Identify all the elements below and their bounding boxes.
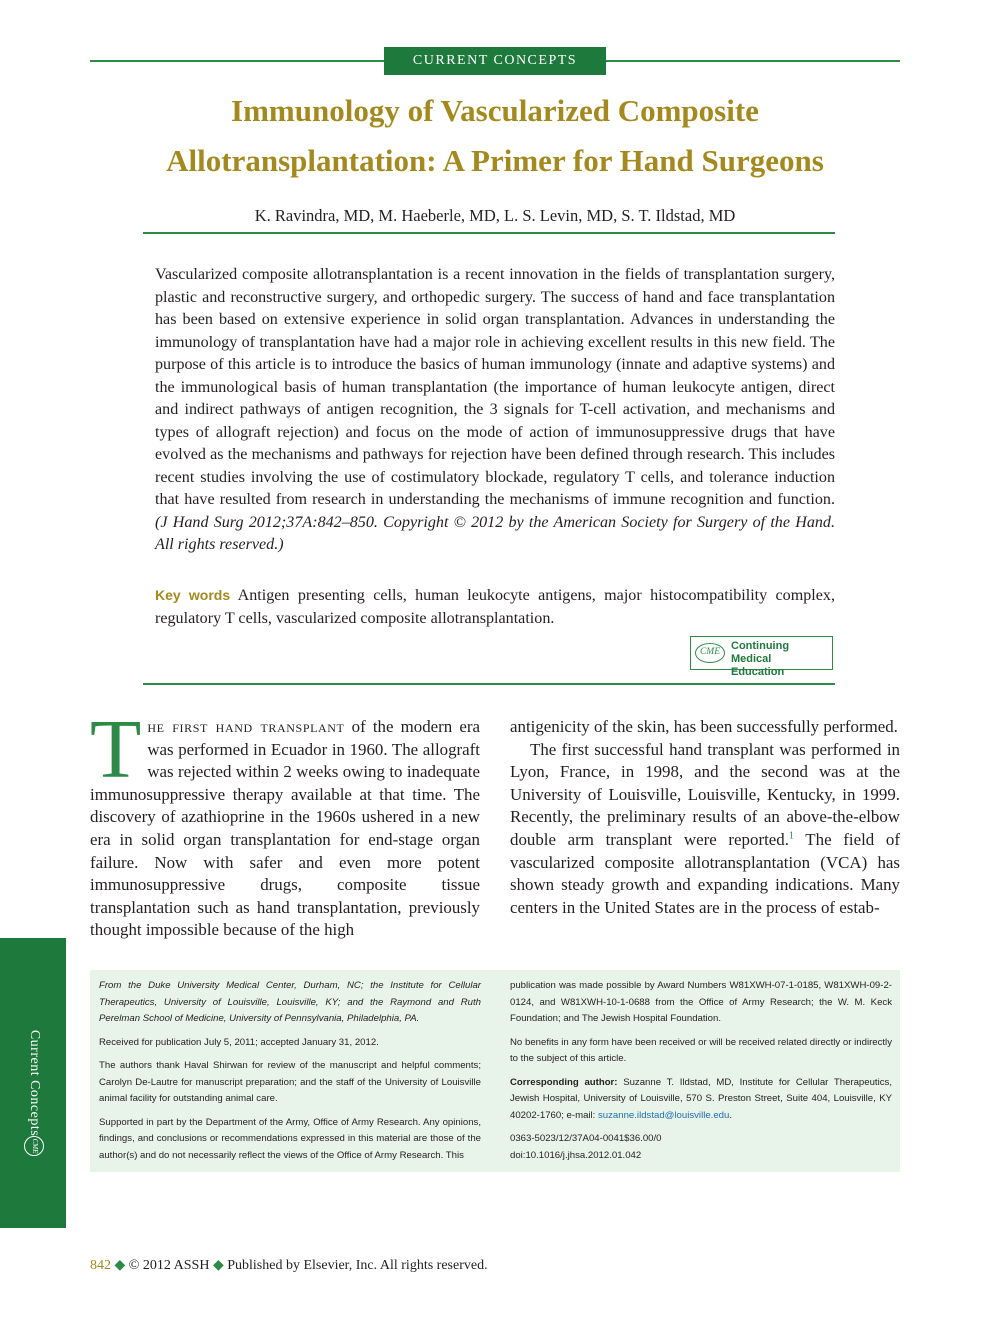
page-number: 842	[90, 1258, 111, 1273]
cme-label	[731, 640, 831, 679]
affiliation-note: From the Duke University Medical Center, Durham, NC; the Institute for Cellular Therapeutics, University of Louisville, Louisville, KY; and the Raymond and Ruth Perelman School of Medicine, University of Pennsylvania, Philadelphia, PA.	[99, 980, 481, 1024]
reference-link[interactable]: 1	[788, 830, 794, 842]
footer-separator-1: ◆	[114, 1258, 126, 1273]
title-line-2: Allotransplantation: A Primer for Hand Surgeons	[166, 143, 824, 178]
corresponding-author-note	[510, 1075, 892, 1125]
doi-code: doi:10.1016/j.jhsa.2012.01.042	[510, 1149, 642, 1161]
paragraph-2-text-b: The field of vascularized composite allotransplantation (VCA) has shown steady growth and expanding indications. Many centers in the United States are in the process of estab-	[510, 829, 900, 917]
corresponding-author-text: Suzanne T. Ildstad, MD, Institute for Cellular Therapeutics, Jewish Hospital, University of Louisville, 570 S. Preston Street, Suite 404, Louisville, KY 40202-1760; e-mail:	[510, 1076, 892, 1121]
header-rule-left	[90, 60, 384, 62]
abstract-body: Vascularized composite allotransplantation is a recent innovation in the fields of transplantation surgery, plastic and reconstructive surgery, and orthopedic surgery. The success of hand and face transplantation has been based on extensive experience in solid organ transplantation. Advances in understanding the immunology of transplantation have had a major role in achieving excellent results in this new field. The purpose of this article is to introduce the basics of human immunology (innate and adaptive systems) and the immunological basis of human transplantation (the importance of human leukocyte antigen, direct and indirect pathways of antigen recognition, the 3 signals for T-cell activation, and mechanisms and types of allograft rejection) and focus on the mode of action of immunosuppressive drugs that have evolved as the mechanisms and pathways for rejection have been defined through research. This includes recent studies involving the use of costimulatory blockade, regulatory T cells, and tolerance induction that have resulted from research in understanding the mechanisms of immune recognition and function.	[155, 266, 835, 508]
keywords-text: Antigen presenting cells, human leukocyte antigens, major histocompatibility complex, regulatory T cells, vascularized composite allotransplantation.	[155, 587, 835, 627]
abstract-rule-bottom	[143, 683, 835, 685]
abstract-citation: (J Hand Surg 2012;37A:842–850. Copyright © 2012 by the American Society for Surgery of the Hand. All rights reserved.)	[155, 513, 835, 553]
keywords	[155, 584, 835, 630]
author-list: K. Ravindra, MD, M. Haeberle, MD, L. S. Levin, MD, S. T. Ildstad, MD	[254, 206, 736, 225]
footer-publisher: Published by Elsevier, Inc. All rights reserved.	[223, 1258, 488, 1273]
support-note: Supported in part by the Department of the Army, Office of Army Research. Any opinions, findings, and conclusions or recommendations expressed in this material are those of the author(s) and do not necessarily reflect the views of the Office of Army Research. This	[99, 1116, 481, 1161]
author-email-link[interactable]: suzanne.ildstad@louisville.edu	[598, 1109, 730, 1121]
title-line-1: Immunology of Vascularized Composite	[231, 93, 759, 128]
support-note-continued: publication was made possible by Award Numbers W81XWH-07-1-0185, W81XWH-09-2-0124, and W81XWH-10-1-0688 from the Office of Army Research; the W. M. Keck Foundation; and The Jewish Hospital Foundation.	[510, 980, 892, 1024]
abstract	[155, 264, 835, 557]
side-section-label: Current Concepts	[27, 1029, 42, 1137]
footnote-column-left	[99, 978, 481, 1171]
identifier-block	[510, 1131, 892, 1164]
keywords-label: Key words	[155, 587, 231, 603]
column-2-paragraph-2	[510, 739, 900, 920]
side-cme-icon: CME	[24, 1136, 44, 1156]
cme-logo-icon: CME	[695, 643, 725, 663]
received-note: Received for publication July 5, 2011; accepted January 31, 2012.	[99, 1036, 379, 1048]
intro-text: of the modern era was performed in Ecuador in 1960. The allograft was rejected within 2 weeks owing to inadequate immunosuppressive therapy available at that time. The discovery of azathioprine in the 1960s ushered in a new era in solid organ transplantation for end-stage organ failure. Now with safer and even more potent immunosuppressive drugs, composite tissue transplantation such as hand transplantation, previously thought impossible because of the high	[90, 717, 480, 940]
paragraph-2-text-a: The first successful hand transplant was performed in Lyon, France, in 1998, and the second was at the University of Louisville, Louisville, Kentucky, in 1999. Recently, the preliminary results of an above-the-elbow double arm transplant were reported.	[510, 739, 900, 849]
cme-badge[interactable]	[690, 636, 833, 678]
drop-cap: T	[90, 703, 142, 796]
footer-copyright: © 2012 ASSH	[125, 1258, 213, 1273]
intro-paragraph	[90, 703, 480, 942]
page-footer	[90, 1257, 488, 1274]
header-rule-right	[606, 60, 900, 62]
footer-separator-2: ◆	[212, 1258, 224, 1273]
conflict-note: No benefits in any form have been received or will be received related directly or indirectly to the subject of this article.	[510, 1036, 892, 1064]
article-title	[95, 86, 895, 186]
cme-label-line-2: Education	[731, 666, 785, 678]
lead-in: he first hand transplant	[147, 717, 345, 736]
email-end: .	[729, 1109, 733, 1121]
section-badge: CURRENT CONCEPTS	[384, 47, 606, 75]
body-column-right	[510, 716, 900, 919]
column-2-paragraph-1: antigenicity of the skin, has been successfully performed.	[510, 717, 898, 736]
corresponding-author-label: Corresponding author:	[510, 1076, 618, 1088]
body-column-left	[90, 703, 480, 942]
cme-label-line-1: Continuing Medical	[731, 640, 790, 665]
issn-code: 0363-5023/12/37A04-0041$36.00/0	[510, 1133, 662, 1144]
abstract-rule-top	[143, 232, 835, 234]
acknowledgment-note: The authors thank Haval Shirwan for review of the manuscript and helpful comments; Carolyn De-Lautre for manuscript preparation; and the staff of the University of Louisville animal facility for outstanding animal care.	[99, 1060, 481, 1104]
footnote-column-right	[510, 978, 892, 1164]
